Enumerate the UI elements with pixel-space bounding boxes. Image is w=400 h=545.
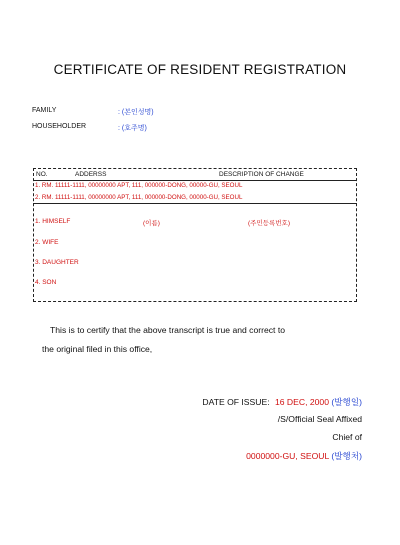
header-no: NO. — [36, 171, 48, 178]
member-himself: 1. HIMSELF — [35, 218, 71, 225]
member-son: 4. SON — [35, 279, 57, 286]
table-bottom-border — [33, 301, 357, 302]
header-change: DESCRIPTION OF CHANGE — [219, 171, 304, 178]
certify-line-2: the original filed in this office, — [42, 344, 153, 354]
office-name: 0000000-GU, SEOUL — [246, 451, 329, 461]
householder-label: HOUSEHOLDER — [32, 123, 87, 130]
member-wife: 2. WIFE — [35, 239, 59, 246]
office-line — [246, 450, 362, 462]
table-top-border — [33, 168, 357, 169]
issue-date: 16 DEC, 2000 — [274, 397, 329, 407]
issue-note: (발행일) — [331, 397, 362, 407]
header-address: ADDERSS — [75, 171, 107, 178]
office-note: (발행처) — [331, 451, 362, 461]
address-row-2: 2. RM. 11111-1111, 00000000 APT, 111, 000000-DONG, 00000-GU, SEOUL — [35, 194, 243, 201]
document-title: CERTIFICATE OF RESIDENT REGISTRATION — [53, 62, 347, 77]
member-daughter: 3. DAUGHTER — [35, 259, 79, 266]
family-label: FAMILY — [32, 107, 57, 114]
householder-value: : (호주명) — [118, 125, 147, 132]
issue-line — [202, 396, 362, 408]
family-value: : (본인성명) — [118, 109, 154, 116]
name-note: (이름) — [143, 220, 160, 227]
certify-line-1: This is to certify that the above transcript is true and correct to — [50, 325, 285, 335]
seal-line: /S/Official Seal Affixed — [277, 414, 362, 424]
id-note: (주민등록번호) — [248, 220, 291, 227]
chief-line: Chief of — [332, 432, 362, 442]
header-divider — [33, 180, 357, 181]
address-divider — [33, 203, 357, 204]
address-row-1: 1. RM. 11111-1111, 00000000 APT, 111, 000000-DONG, 00000-GU, SEOUL — [35, 182, 243, 189]
issue-label: DATE OF ISSUE: — [202, 397, 270, 407]
